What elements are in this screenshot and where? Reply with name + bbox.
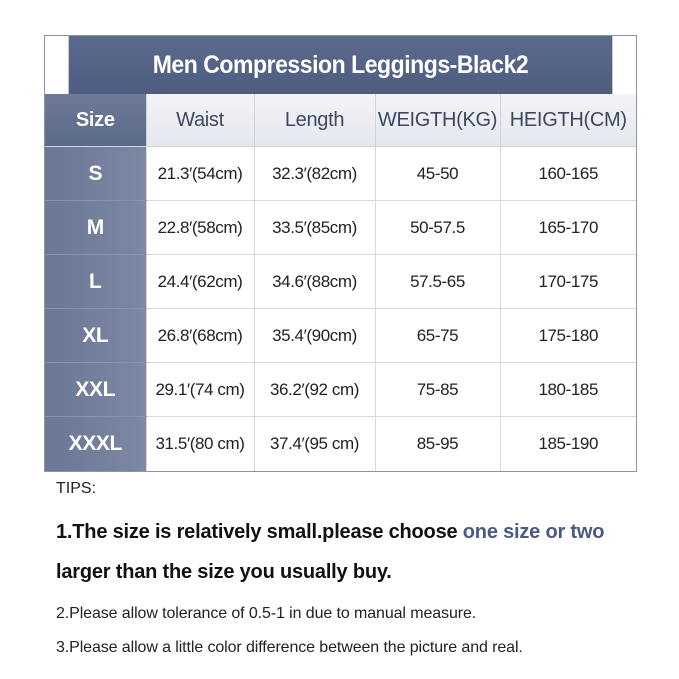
- header-size: Size: [45, 94, 146, 147]
- length-cell: 33.5′(85cm): [254, 201, 375, 255]
- size-table: [45, 94, 636, 471]
- length-cell: 37.4′(95 cm): [254, 417, 375, 472]
- waist-cell: 24.4′(62cm): [146, 255, 254, 309]
- length-cell: 35.4′(90cm): [254, 309, 375, 363]
- size-cell: S: [45, 147, 146, 201]
- length-cell: 36.2′(92 cm): [254, 363, 375, 417]
- tip-1-text-continued: larger than the size you usually buy.: [56, 561, 392, 583]
- height-cell: 185-190: [500, 417, 636, 472]
- size-cell: L: [45, 255, 146, 309]
- size-cell: XL: [45, 309, 146, 363]
- table-row: [45, 255, 636, 309]
- height-cell: 170-175: [500, 255, 636, 309]
- size-cell: XXL: [45, 363, 146, 417]
- weight-cell: 57.5-65: [375, 255, 500, 309]
- header-weight: WEIGTH(KG): [375, 94, 500, 147]
- tip-1: [56, 512, 656, 592]
- table-row: [45, 309, 636, 363]
- tips-label: TIPS:: [56, 480, 97, 497]
- height-cell: 165-170: [500, 201, 636, 255]
- tips-section: [56, 480, 656, 657]
- table-row: [45, 363, 636, 417]
- size-cell: XXXL: [45, 417, 146, 472]
- length-cell: 32.3′(82cm): [254, 147, 375, 201]
- waist-cell: 29.1′(74 cm): [146, 363, 254, 417]
- header-height: HEIGTH(CM): [500, 94, 636, 147]
- waist-cell: 21.3′(54cm): [146, 147, 254, 201]
- table-header-row: [45, 94, 636, 147]
- tip-1-highlight: one size or two: [462, 521, 605, 543]
- weight-cell: 45-50: [375, 147, 500, 201]
- table-row: [45, 201, 636, 255]
- table-row: [45, 147, 636, 201]
- waist-cell: 26.8′(68cm): [146, 309, 254, 363]
- weight-cell: 50-57.5: [375, 201, 500, 255]
- tip-3: 3.Please allow a little color difference between the picture and real.: [56, 639, 523, 656]
- header-length: Length: [254, 94, 375, 147]
- size-cell: M: [45, 201, 146, 255]
- chart-title: Men Compression Leggings-Black2: [69, 36, 613, 94]
- height-cell: 160-165: [500, 147, 636, 201]
- weight-cell: 85-95: [375, 417, 500, 472]
- header-waist: Waist: [146, 94, 254, 147]
- weight-cell: 75-85: [375, 363, 500, 417]
- waist-cell: 31.5′(80 cm): [146, 417, 254, 472]
- weight-cell: 65-75: [375, 309, 500, 363]
- tip-2: 2.Please allow tolerance of 0.5-1 in due to manual measure.: [56, 605, 477, 622]
- tip-1-text: 1.The size is relatively small.please choose: [56, 521, 463, 543]
- waist-cell: 22.8′(58cm): [146, 201, 254, 255]
- height-cell: 175-180: [500, 309, 636, 363]
- size-chart: [44, 35, 637, 472]
- height-cell: 180-185: [500, 363, 636, 417]
- table-row: [45, 417, 636, 472]
- length-cell: 34.6′(88cm): [254, 255, 375, 309]
